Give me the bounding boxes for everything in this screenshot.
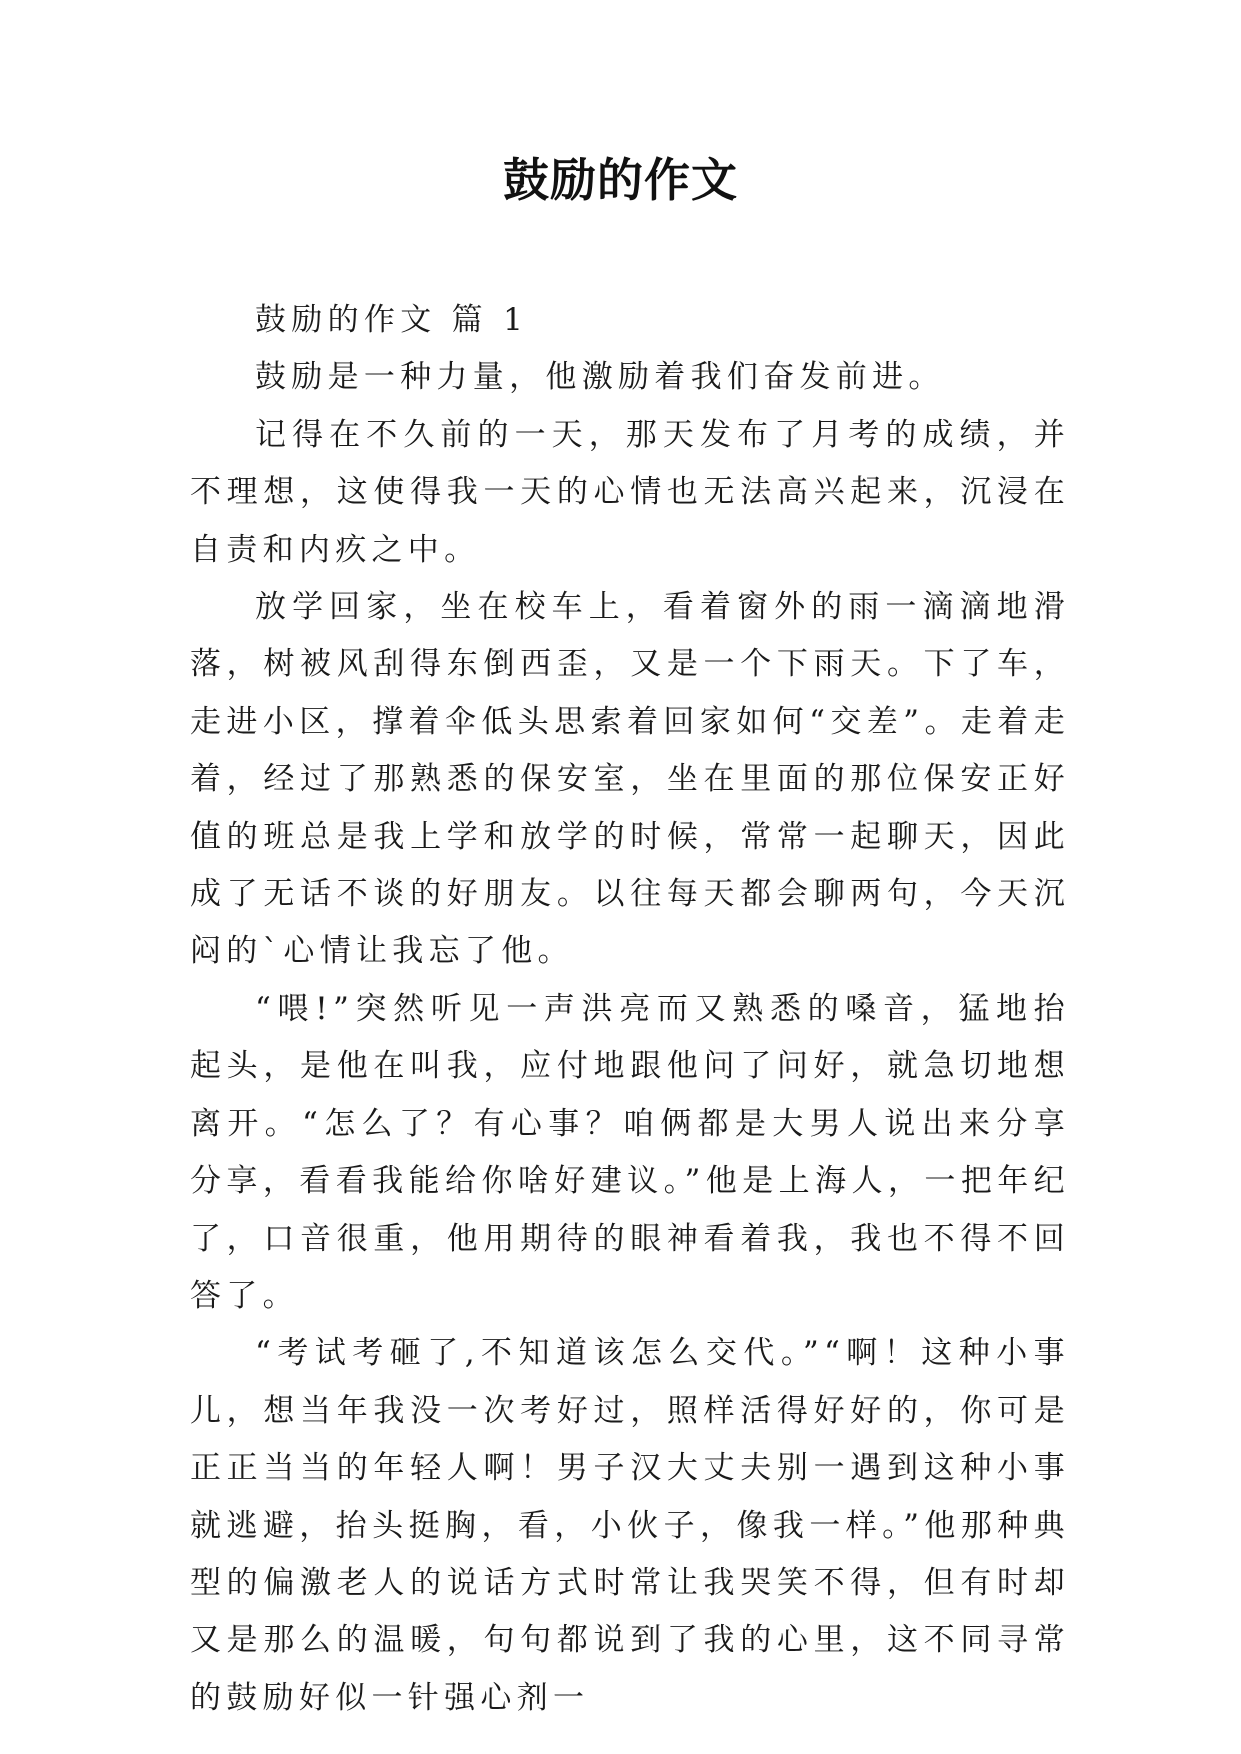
paragraph: 记得在不久前的一天，那天发布了月考的成绩，并不理想，这使得我一天的心情也无法高兴起来，沉浸在自责和内疚之中。: [190, 416, 1070, 568]
paragraph: 放学回家，坐在校车上，看着窗外的雨一滴滴地滑落，树被风刮得东倒西歪，又是一个下雨天。下了车，走进小区，撑着伞低头思索着回家如何“交差”。走着走着，经过了那熟悉的保安室，坐在里面的那位保安正好值的班总是我上学和放学的时候，常常一起聊天，因此成了无话不谈的好朋友。以往每天都会聊两句，今天沉闷的`心情让我忘了他。: [190, 589, 1070, 970]
paragraph: “喂!”突然听见一声洪亮而又熟悉的嗓音，猛地抬起头，是他在叫我，应付地跟他问了问好，就急切地想离开。“怎么了？有心事？咱俩都是大男人说出来分享分享，看看我能给你啥好建议。”他是上海人，一把年纪了，口音很重，他用期待的眼神看着我，我也不得不回答了。: [190, 990, 1070, 1314]
section-heading: 鼓励的作文 篇 1: [255, 302, 529, 338]
document-title: 鼓励的作文: [503, 153, 738, 207]
document-body: [190, 292, 1070, 1727]
paragraph: 鼓励是一种力量，他激励着我们奋发前进。: [255, 359, 945, 396]
paragraph: “考试考砸了,不知道该怎么交代。”“啊！这种小事儿，想当年我没一次考好过，照样活得好好的，你可是正正当当的年轻人啊！男子汉大丈夫别一遇到这种小事就逃避，抬头挺胸，看，小伙子，像我一样。”他那种典型的偏激老人的说话方式时常让我哭笑不得，但有时却又是那么的温暖，句句都说到了我的心里，这不同寻常的鼓励好似一针强心剂一: [190, 1335, 1070, 1716]
